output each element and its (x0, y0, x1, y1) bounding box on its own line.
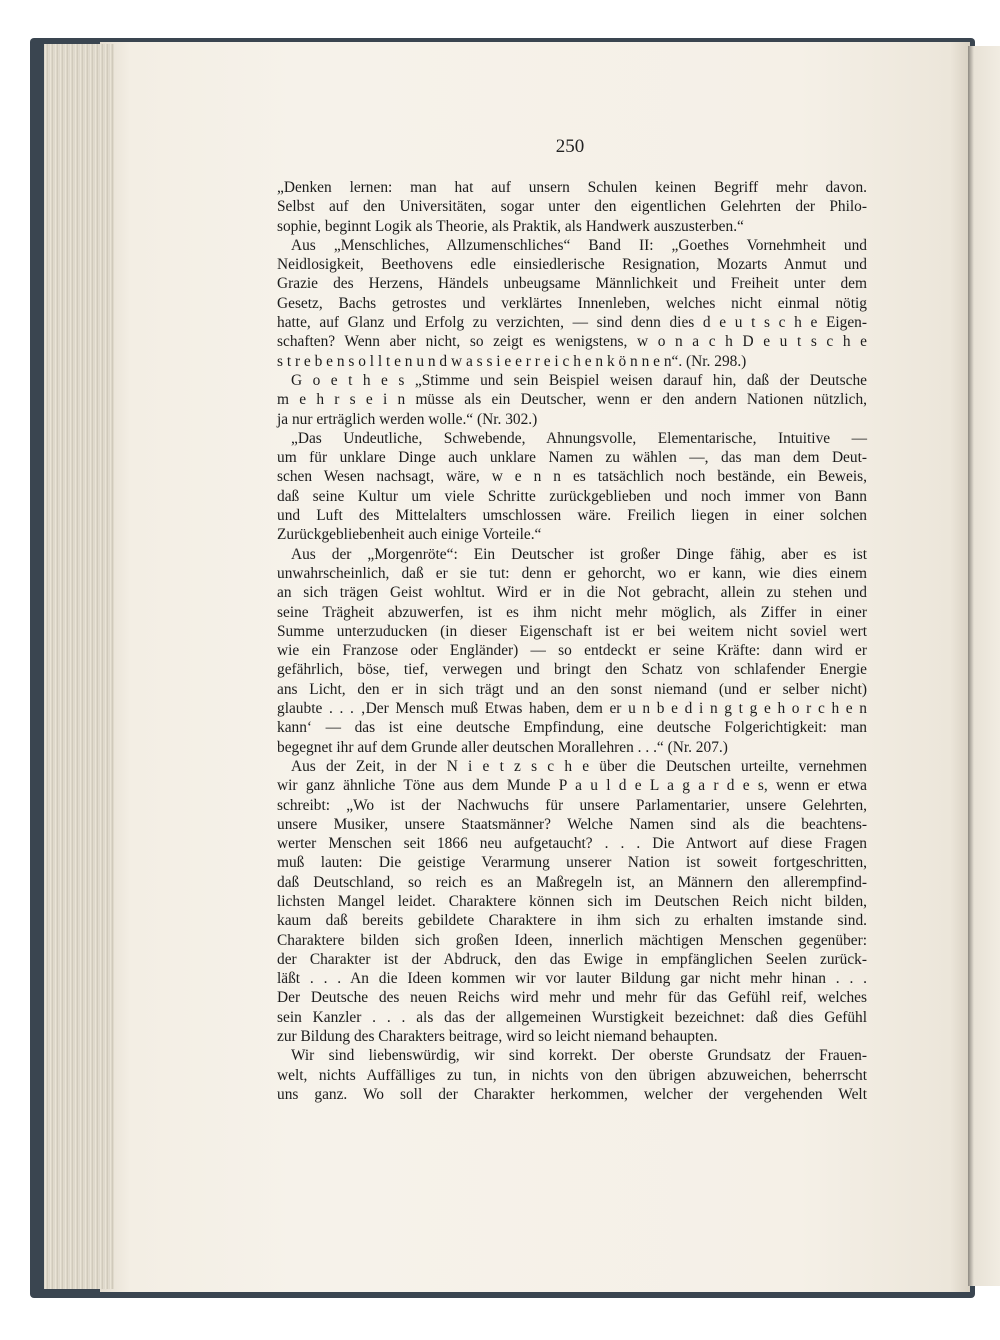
text-line: schen Wesen nachsagt, wäre, w e n n es tatsächlich noch bestände, ein Beweis, (277, 468, 867, 486)
text-line: „Denken lernen: man hat auf unsern Schulen keinen Begriff mehr davon. (277, 179, 867, 196)
text-line: um für unklare Dinge auch unklare Namen zu wählen —, das man dem Deut- (277, 449, 867, 467)
text-line: sein Kanzler . . . als das der allgemeinen Wurstigkeit bezeichnet: daß dies Gefühl (277, 1008, 867, 1026)
text-line: daß seine Kultur um viele Schritte zurückgeblieben und noch immer von Bann (277, 487, 867, 505)
text-line: ja nur erträglich werden wolle.“ (Nr. 302.) (277, 410, 538, 428)
text-line: Aus „Menschliches, Allzumenschliches“ Band II: „Goethes Vornehmheit und (291, 236, 867, 254)
body-text (277, 178, 867, 1104)
text-line: sophie, beginnt Logik als Theorie, als Praktik, als Handwerk auszusterben.“ (277, 217, 744, 235)
text-line: Gesetz, Bachs getrostes und verklärtes Innenleben, welches nicht einmal nötig (277, 294, 867, 312)
text-line: schreibt: „Wo ist der Nachwuchs für unsere Parlamentarier, unsere Gelehrten, (277, 796, 867, 814)
text-line: Aus der Zeit, in der N i e t z s c h e über die Deutschen urteilte, vernehmen (291, 757, 867, 775)
text-line: wie ein Franzose oder Engländer) — so entdeckt er seine Kräfte: dann wird er (277, 642, 867, 660)
text-line: lichsten Mangel leidet. Charaktere können sich im Deutschen Reich nicht bilden, (277, 892, 867, 910)
text-line: Charaktere bilden sich großen Ideen, innerlich mächtigen Menschen gegenüber: (277, 931, 867, 949)
text-line: begegnet ihr auf dem Grunde aller deutschen Morallehren . . .“ (Nr. 207.) (277, 738, 728, 756)
text-line: unwahrscheinlich, daß er sie tut: denn er gehorcht, wo er kann, wie dies einem (277, 564, 867, 582)
text-line: werter Menschen seit 1866 neu aufgetaucht? . . . Die Antwort auf diese Fragen (277, 835, 867, 853)
text-line: wir ganz ähnliche Töne aus dem Munde P a u l d e L a g a r d e s, wenn er etwa (277, 777, 867, 795)
text-line: muß lauten: Die geistige Verarmung unserer Nation ist soweit fortgeschritten, (277, 854, 867, 872)
text-line: Zurückgebliebenheit auch einige Vorteile.“ (277, 526, 542, 544)
text-line: schaften? Wenn aber nicht, so zeigt es wenigstens, w o n a c h D e u t s c h e (277, 333, 867, 351)
text-line: der Charakter ist der Abdruck, den das Ewige in empfänglichen Seelen zurück- (277, 950, 867, 968)
facing-page-edge (968, 46, 1000, 1286)
text-line: Aus der „Morgenröte“: Ein Deutscher ist großer Dinge fähig, aber es ist (291, 545, 867, 563)
page-edges-left (44, 44, 114, 1289)
text-line: welt, nichts Auffälliges zu tun, in nichts von den übrigen abzuweichen, beherrscht (277, 1066, 867, 1084)
text-line: und Luft des Mittelalters umschlossen wäre. Freilich liegen in einer solchen (277, 507, 867, 525)
text-line: m e h r s e i n müsse als ein Deutscher, wenn er den andern Nationen nützlich, (277, 391, 867, 409)
text-line: hatte, auf Glanz und Erfolg zu verzichten, — sind denn dies d e u t s c h e Eigen- (277, 314, 867, 332)
text-line: glaubte . . . ‚Der Mensch muß Etwas haben, dem er u n b e d i n g t g e h o r c h e n (277, 700, 867, 718)
text-line: läßt . . . An die Ideen kommen wir vor lauter Bildung gar nicht mehr hinan . . . (277, 970, 867, 988)
text-line: ans Licht, den er in sich trägt und an den sonst niemand (und er selber nicht) (277, 680, 867, 698)
text-line: Wir sind liebenswürdig, wir sind korrekt. Der oberste Grundsatz der Frauen- (291, 1047, 867, 1065)
text-line: gefährlich, böse, tief, verwegen und bringt den Schatz von schlafender Energie (277, 661, 867, 679)
text-line: Grazie des Herzens, Händels unbeugsame Männlichkeit und Freiheit unter dem (277, 275, 867, 293)
page-number: 250 (555, 136, 585, 157)
text-line: Neidlosigkeit, Beethovens edle einsiedlerische Resignation, Mozarts Anmut und (277, 256, 867, 274)
text-line: unsere Musiker, unsere Staatsmänner? Welche Namen sind als die beachtens- (277, 815, 867, 833)
text-line: Summe unterzuducken (in dieser Eigenschaft ist er bei weitem nicht soviel wert (277, 622, 867, 640)
text-line: Der Deutsche des neuen Reichs wird mehr und mehr für das Gefühl reif, welches (277, 989, 867, 1007)
text-line: Selbst auf den Universitäten, sogar unter den eigentlichen Gelehrten der Philo- (277, 198, 867, 216)
text-line: an sich trägen Geist wohltut. Wird er in die Not gebracht, allein zu stehen und (277, 584, 867, 602)
text-line: kann‘ — das ist eine deutsche Empfindung, eine deutsche Folgerichtigkeit: man (277, 719, 867, 737)
text-line: daß Deutschland, so reich es an Maßregeln ist, an Männern den allerempfind- (277, 873, 867, 891)
text-line: kaum daß bereits gebildete Charaktere in ihm sich zu erhalten imstande sind. (277, 912, 867, 930)
text-line: s t r e b e n s o l l t e n u n d w a s s i e e r r e i c h e n k ö n n e n“. (Nr. 298.) (277, 352, 747, 370)
text-line: zur Bildung des Charakters beitrage, wird so leicht niemand behaupten. (277, 1028, 718, 1046)
text-line: G o e t h e s „Stimme und sein Beispiel weisen darauf hin, daß der Deutsche (291, 371, 867, 389)
text-line: „Das Undeutliche, Schwebende, Ahnungsvolle, Elementarische, Intuitive — (291, 429, 867, 447)
text-line: uns ganz. Wo soll der Charakter herkommen, welcher der vergehenden Welt (277, 1085, 867, 1103)
text-line: seine Trägheit abzuwerfen, ist es ihm nicht mehr möglich, als Ziffer in einer (277, 603, 867, 621)
